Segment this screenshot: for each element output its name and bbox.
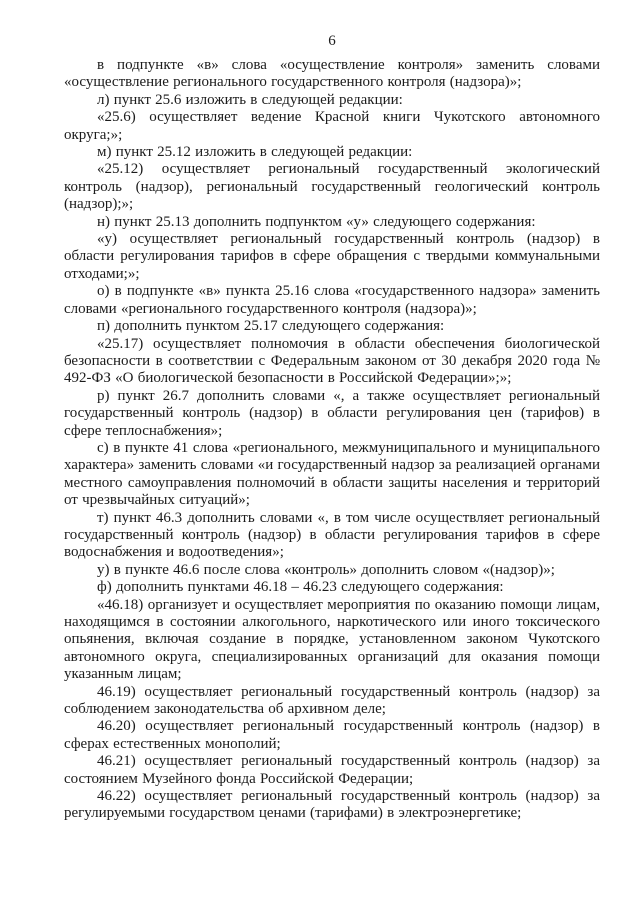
paragraph: л) пункт 25.6 изложить в следующей редакции: bbox=[97, 91, 403, 108]
paragraph: р) пункт 26.7 дополнить словами «, а также осуществляет региональный государственный контроль (надзор) в области регулирования цен (тарифов) в сфере теплоснабжения»; bbox=[64, 387, 600, 439]
paragraph: у) в пункте 46.6 после слова «контроль» дополнить словом «(надзор)»; bbox=[97, 561, 555, 578]
paragraph: 46.22) осуществляет региональный государственный контроль (надзор) за регулируемыми государством ценами (тарифами) в электроэнергетике; bbox=[64, 788, 600, 822]
paragraph: 46.19) осуществляет региональный государственный контроль (надзор) за соблюдением законодательства об архивном деле; bbox=[64, 683, 600, 718]
paragraph: «25.6) осуществляет ведение Красной книги Чукотского автономного округа;»; bbox=[64, 109, 600, 143]
paragraph: с) в пункте 41 слова «регионального, межмуниципального и муниципального характера» заменить словами «и государственный надзор за реализацией органами местного самоуправления полномочий в области защиты населения и территорий от чрезвычайных ситуаций»; bbox=[64, 439, 600, 509]
paragraph: о) в подпункте «в» пункта 25.16 слова «государственного надзора» заменить словами «регионального государственного контроля (надзора)»; bbox=[64, 283, 600, 317]
page-number: 6 bbox=[328, 33, 336, 49]
paragraph: «25.17) осуществляет полномочия в области обеспечения биологической безопасности в соответствии с Федеральным законом от 30 декабря 2020 года № 492-ФЗ «О биологической безопасности в Российской Федерации»;»; bbox=[64, 335, 600, 387]
paragraph: т) пункт 46.3 дополнить словами «, в том числе осуществляет региональный государственный контроль (надзор) в области регулирования тарифов в сфере водоснабжения и водоотведения»; bbox=[64, 509, 600, 561]
paragraph: м) пункт 25.12 изложить в следующей редакции: bbox=[97, 144, 413, 161]
paragraph: ф) дополнить пунктами 46.18 – 46.23 следующего содержания: bbox=[97, 579, 504, 596]
paragraph: «25.12) осуществляет региональный государственный экологический контроль (надзор), региональный государственный геологический контроль (надзор);»; bbox=[64, 161, 600, 213]
paragraph: 46.20) осуществляет региональный государственный контроль (надзор) в сферах естественных монополий; bbox=[64, 718, 600, 752]
paragraph: 46.21) осуществляет региональный государственный контроль (надзор) за состоянием Музейного фонда Российской Федерации; bbox=[64, 753, 600, 787]
document-body bbox=[64, 57, 600, 823]
paragraph: п) дополнить пунктом 25.17 следующего содержания: bbox=[97, 318, 445, 335]
paragraph: н) пункт 25.13 дополнить подпунктом «у» следующего содержания: bbox=[97, 213, 536, 230]
paragraph: в подпункте «в» слова «осуществление контроля» заменить словами «осуществление регионального государственного контроля (надзора)»; bbox=[64, 57, 600, 91]
paragraph: «у) осуществляет региональный государственный контроль (надзор) в области регулирования тарифов в сфере обращения с твердыми коммунальными отходами;»; bbox=[64, 231, 600, 282]
paragraph: «46.18) организует и осуществляет мероприятия по оказанию помощи лицам, находящимся в состоянии алкогольного, наркотического или иного токсического опьянения, включая создание в порядке, установленном законом Чукотского автономного округа, специализированных организаций для оказания помощи указанным лицам; bbox=[64, 596, 600, 683]
